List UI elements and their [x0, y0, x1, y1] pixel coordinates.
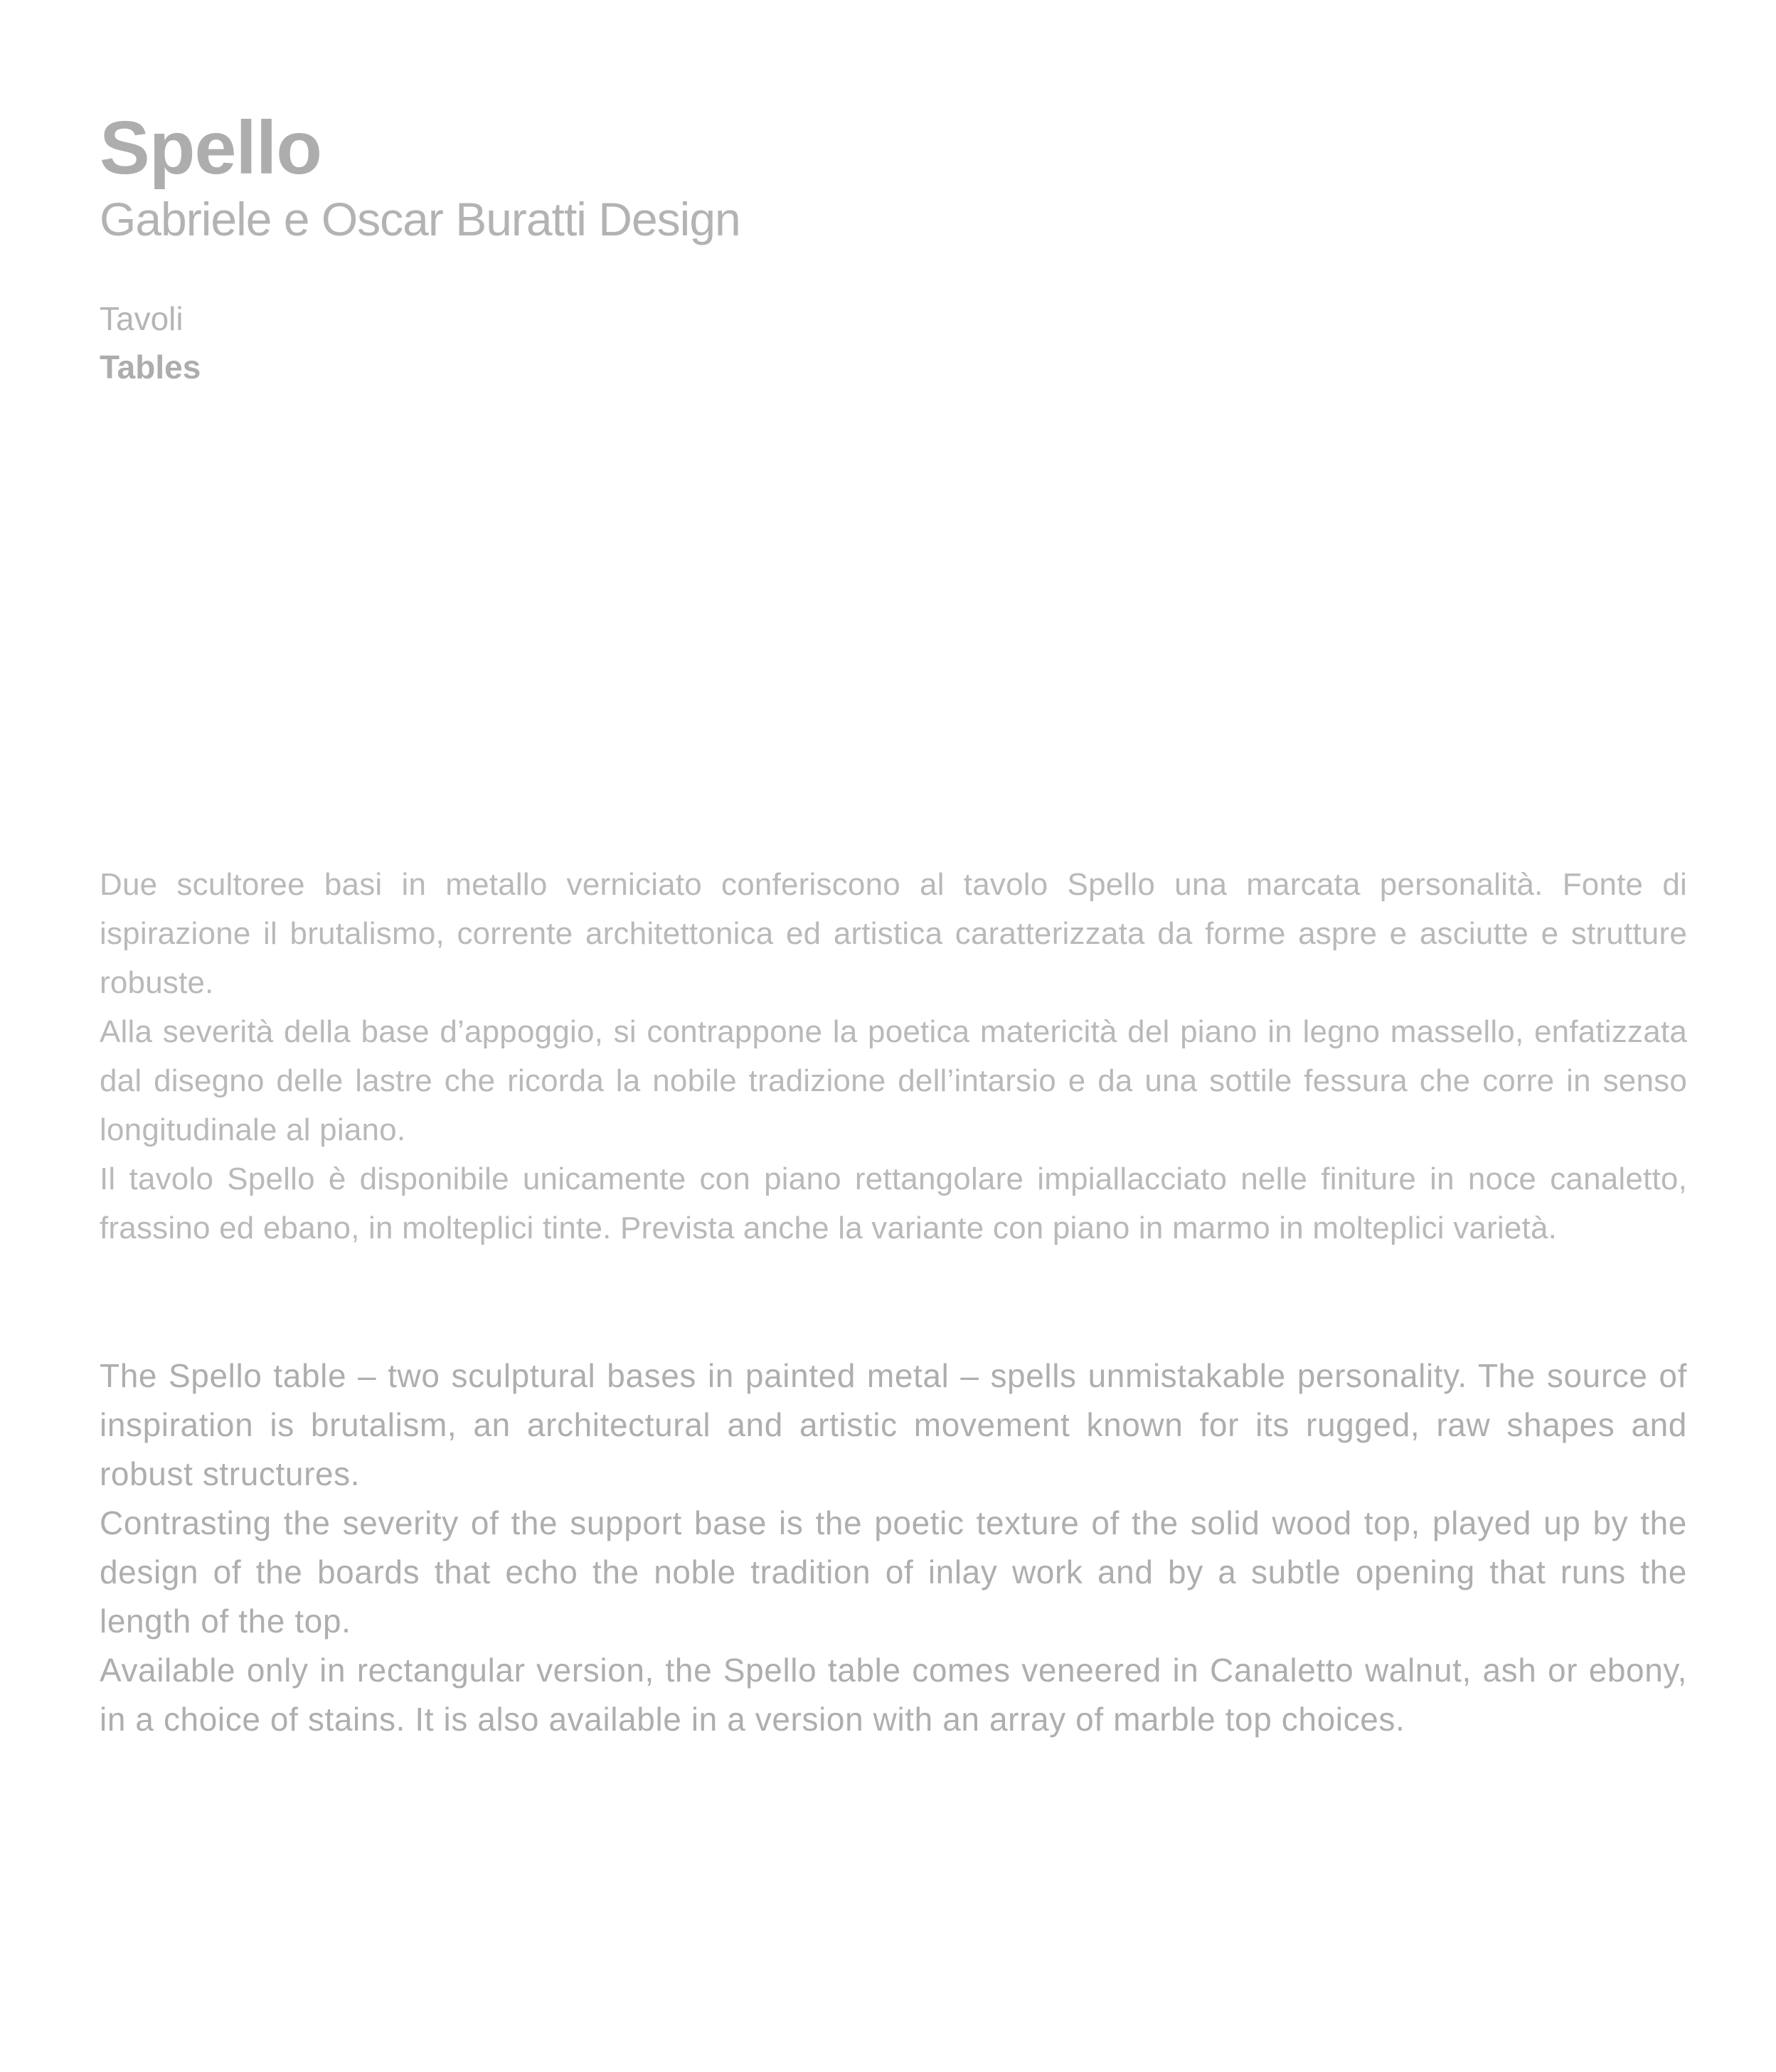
category-english: Tables: [100, 349, 201, 386]
description-italian: [100, 860, 1687, 1253]
category-italian: Tavoli: [100, 300, 184, 337]
description-it-paragraph-1: Due scultoree basi in metallo verniciato conferiscono al tavolo Spello una marcata personalità. Fonte di ispirazione il brutalismo, corrente architettonica ed artistica caratterizzata da forme aspre e asciutte e strutture robuste.: [100, 867, 1687, 1000]
description-it-paragraph-3: Il tavolo Spello è disponibile unicamente con piano rettangolare impiallacciato nelle finiture in noce canaletto, frassino ed ebano, in molteplici tinte. Prevista anche la variante con piano in marmo in molteplici varietà.: [100, 1162, 1687, 1245]
description-en-paragraph-3: Available only in rectangular version, the Spello table comes veneered in Canaletto walnut, ash or ebony, in a choice of stains. It is also available in a version with an array of marble top choices.: [100, 1652, 1687, 1738]
product-title: Spello: [100, 106, 322, 190]
designer-credit: Gabriele e Oscar Buratti Design: [100, 193, 740, 245]
description-en-paragraph-2: Contrasting the severity of the support base is the poetic texture of the solid wood top, played up by the design of the boards that echo the noble tradition of inlay work and by a subtle opening that runs the length of the top.: [100, 1504, 1687, 1640]
description-english: [100, 1351, 1687, 1744]
description-it-paragraph-2: Alla severità della base d’appoggio, si contrappone la poetica matericità del piano in legno massello, enfatizzata dal disegno delle lastre che ricorda la nobile tradizione dell’intarsio e da una sottile fessura che corre in senso longitudinale al piano.: [100, 1014, 1687, 1147]
description-en-paragraph-1: The Spello table – two sculptural bases in painted metal – spells unmistakable personality. The source of inspiration is brutalism, an architectural and artistic movement known for its rugged, raw shapes and robust structures.: [100, 1357, 1687, 1492]
product-sheet: [100, 0, 1687, 2072]
